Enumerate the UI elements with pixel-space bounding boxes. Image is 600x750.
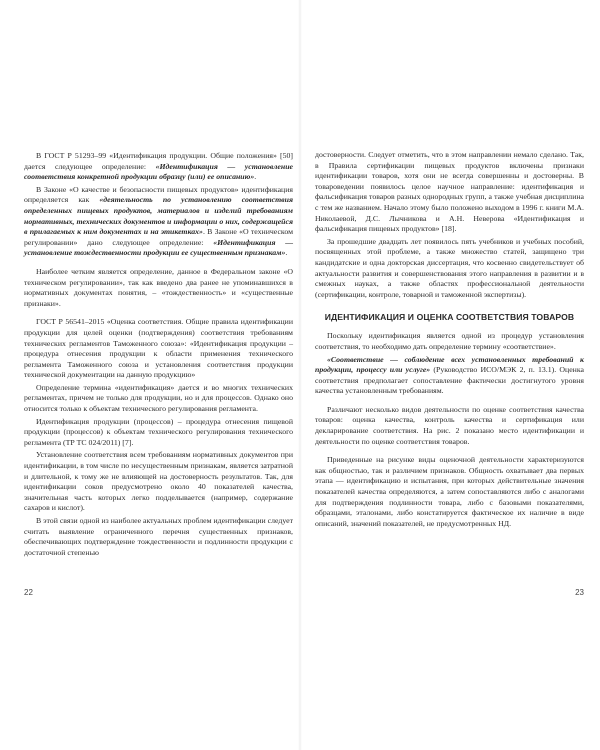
left-page-text: [24, 151, 293, 560]
paragraph: За прошедшие двадцать лет появилось пять учебников и учебных пособий, посвященных этой проблеме, а также множество статей, защищено три кандидатские и одна докторская диссертация, что косвенно свидетельствует об актуальности развития и совершенствования этого направления в развитии и в смежных науках, а также областях профессиональной деятельности (сертификации, контроле, товарной и таможенной экспертизы).: [315, 236, 584, 299]
spacer: [315, 302, 584, 308]
text-run: (Руководство ИСО/МЭК 2, п. 13.1). Оценка соответствия предполагает сопоставление фактически достигнутого уровня качества установленным требованиям.: [315, 365, 584, 396]
paragraph: достоверности. Следует отметить, что в этом направлении немало сделано. Так, в Правила сертификации пищевых продуктов включены признаки идентификации товаров, хотя они не всегда совершенны и достоверны. В товароведении появилось целое научное направление: идентификация и фальсификация товаров разных однородных групп, а также учебная дисциплина с тем же названием. Начало этому было положено выходом в 1996 г. книги М.А. Николаевой, Д.С. Лычникова и А.Н. Неверова «Идентификация и фальсификация пищевых продуктов» [18].: [315, 150, 584, 234]
page-number-right: 23: [575, 588, 584, 597]
paragraph: [24, 185, 293, 259]
paragraph: Наиболее четким является определение, данное в Федеральном законе «О техническом регулировании», так как введено два ранее не упоминавшихся в нормативных документах понятия, – «тождественность» и «существенные признаки».: [24, 266, 293, 308]
text-run: .: [285, 248, 288, 258]
paragraph: Различают несколько видов деятельности по оценке соответствия качества товаров: оценка качества, контроль качества и сертификация или декларирование соответствия. На рис. 2 показано место идентификации и деятельности по оценке соответствия товаров.: [315, 404, 584, 446]
text-run: В Законе «О качестве и безопасности пищевых продуктов» идентификация определяется как: [24, 184, 293, 205]
paragraph: Поскольку идентификация является одной из процедур установления соответствия, то необходимо дать определение термину «соответствие».: [315, 331, 584, 351]
text-run: В ГОСТ Р 51293–99 «Идентификация продукции. Общие положения» [50] дается следующее определение:: [24, 151, 293, 171]
text-run: . В Законе «О техническом регулировании» дано следующее определение:: [24, 227, 293, 247]
paragraph: ГОСТ Р 56541–2015 «Оценка соответствия. Общие правила идентификации продукции для целей оценки (подтверждения) соответствия требованиям технических регламентов Таможенного союза»: «Идентификация продукции – процедура отнесения продукции к области применения технического регламента Таможенного союза и установления соответствия продукции технической документации на данную продукцию»: [24, 317, 293, 380]
definition-emphasis: «Соответствие — соблюдение всех установленных требований к продукции, процессу или услуге»: [315, 354, 584, 375]
paragraph: Установление соответствия всем требованиям нормативных документов при идентификации, в том числе по несущественным признакам, является затратной и длительной, к тому же не влияющей на достоверность результатов. Так, для идентификации соков предусмотрено около 40 показателей качества, значительная часть которых легко подделывается (например, содержание сахаров и кислот).: [24, 450, 293, 513]
right-page-text: [315, 150, 584, 531]
definition-emphasis: «Идентификация — установление тождественности продукции ее существенным признакам»: [24, 237, 293, 258]
right-page: [300, 0, 600, 750]
definition-emphasis: «деятельность по установлению соответствия определенных пищевых продуктов, материалов и изделий требованиям нормативных, технических документов и информации о них, содержащейся в прилагаемых к ним документах и на этикетках»: [24, 195, 293, 237]
definition-emphasis: «Идентификация — установление соответствия конкретной продукции образцу (или) ее описанию»: [24, 161, 293, 182]
paragraph: [24, 151, 293, 183]
paragraph: [315, 355, 584, 397]
paragraph: В этой связи одной из наиболее актуальных проблем идентификации следует считать выявление ограниченного перечня существенных признаков, обеспечивающих подтверждение тождественности и подлинности продукции с достаточной степенью: [24, 516, 293, 557]
paragraph: Определение термина «идентификация» дается и во многих технических регламентах, причем не только для продукции, но и для процессов. Однако оно относится только к объектам технического регулирования регламента.: [24, 382, 293, 414]
paragraph: Приведенные на рисунке виды оценочной деятельности характеризуются как общностью, так и различием признаков. Общность охватывает два первых этапа — идентификацию и испытания, при которых действительные значения показателей качества определяются, а затем сопоставляются либо с аналогами для подтверждения подлинности товара, либо с базовыми показателями, образцами, эталонами, либо констатируется фактическое их наличие в виде описаний, значений показателей, не предусмотренных НД.: [315, 455, 584, 528]
section-heading: ИДЕНТИФИКАЦИЯ И ОЦЕНКА СООТВЕТСТВИЯ ТОВАРОВ: [324, 312, 575, 323]
page-number-left: 22: [24, 588, 33, 597]
paragraph: Идентификация продукции (процессов) – процедура отнесения пищевой продукции (процессов) к объектам технического регулирования технического регламента (ТР ТС 024/2011) [7].: [24, 416, 293, 447]
text-run: .: [254, 172, 257, 182]
